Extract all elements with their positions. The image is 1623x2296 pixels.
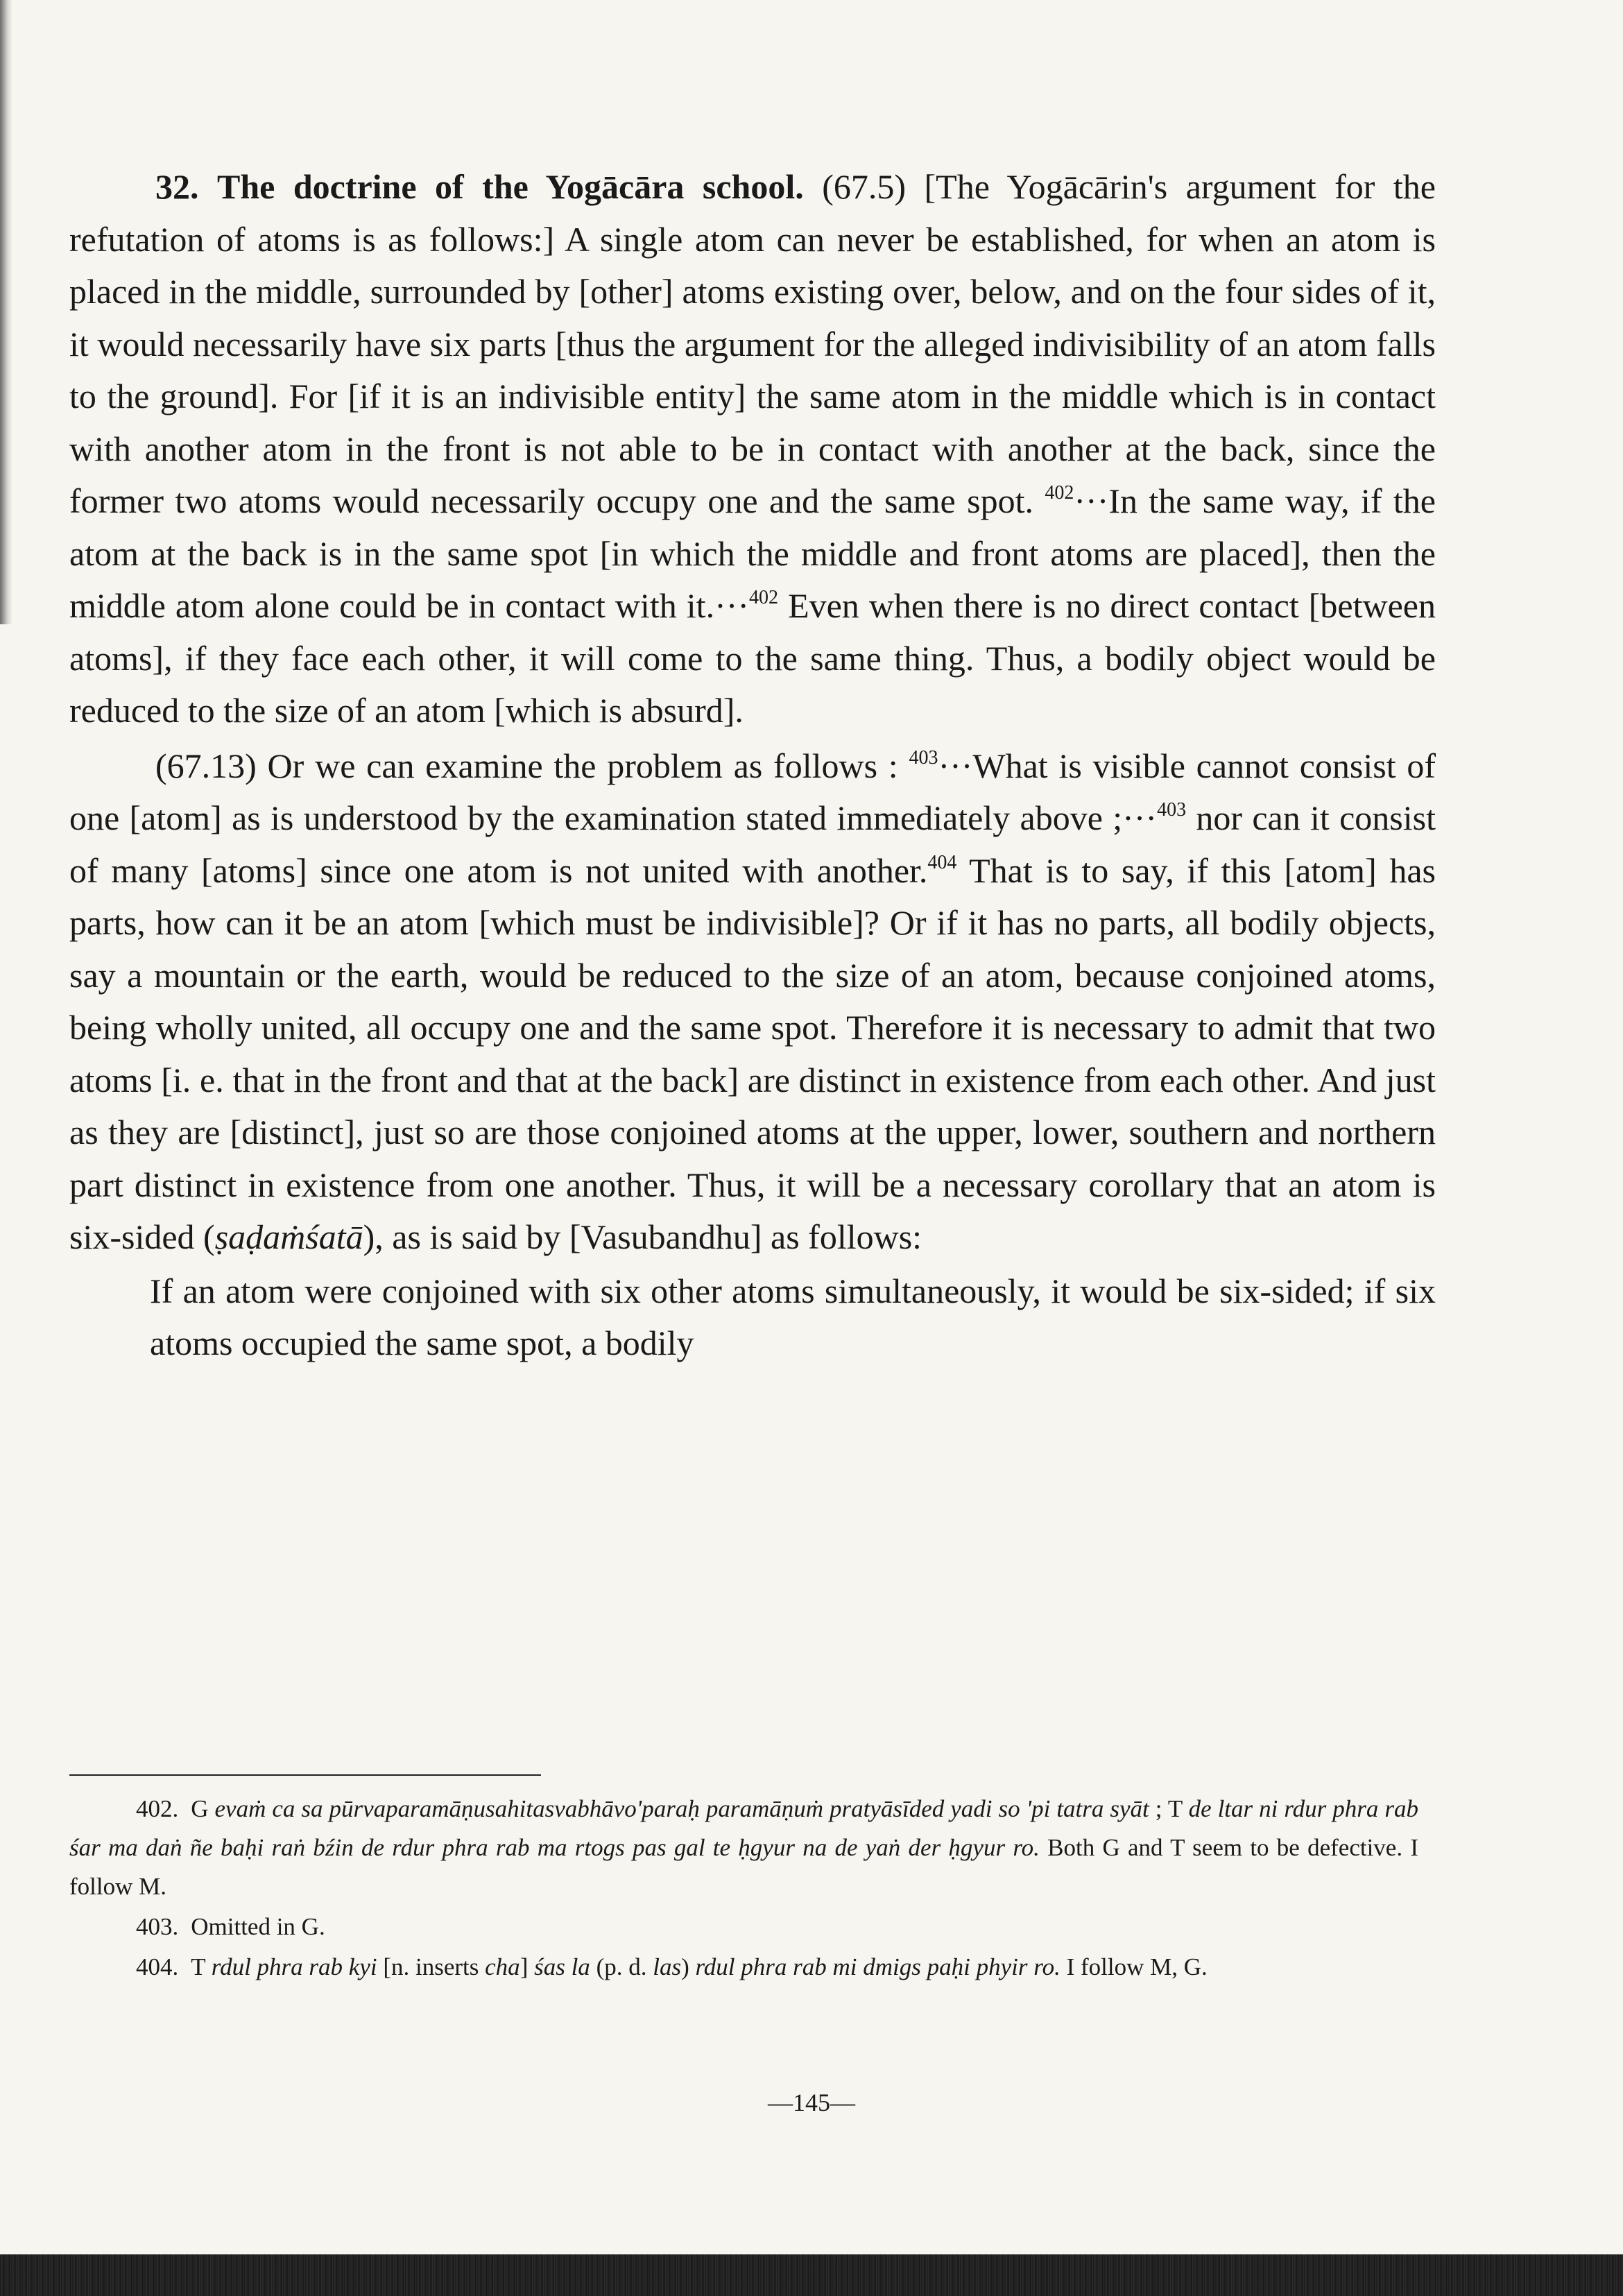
paragraph-2-text-e: ), as is said by [Vasubandhu] as follows: [363, 1217, 922, 1256]
paragraph-2-text-b: ···What is visible cannot consist of one [atom] as is understood by the examination stated immediately above ;··· [69, 746, 1436, 837]
sanskrit-term: ṣaḍaṁśatā [214, 1217, 363, 1256]
page-number: —145— [768, 2089, 855, 2116]
footnote-tibetan: de ltar ni rdur phra rab śar ma daṅ ñe baḥi raṅ bźin de rdur phra rab ma rtogs pas gal te ḥgyur na de yaṅ der ḥgyur ro. [69, 1795, 1418, 1861]
footnote-tibetan: las [653, 1953, 682, 1980]
footnote-sanskrit: evaṁ ca sa pūrvaparamāṇusahitasvabhāvo'paraḥ paramāṇuṁ pratyāsīded yadi so 'pi tatra syāt [214, 1795, 1149, 1822]
footnote-tibetan: rdul phra rab kyi [211, 1953, 377, 1980]
footnote-text: ) [681, 1953, 696, 1980]
section-number: 32. [155, 167, 199, 206]
paragraph-2 [69, 740, 1436, 1264]
paragraph-1-text-c: Even when there is no direct contact [between atoms], if they face each other, it will come to the same thing. Thus, a bodily object would be reduced to the size of an atom [which is absurd]. [69, 586, 1436, 730]
footnote-tibetan: cha [485, 1953, 520, 1980]
scan-edge-bottom [0, 2254, 1623, 2296]
footnote-tibetan: śas la [534, 1953, 590, 1980]
footnote-number: 403. [136, 1913, 179, 1940]
footnote-403 [69, 1908, 1418, 1946]
footnote-number: 404. [136, 1953, 179, 1980]
footnotes [69, 1790, 1418, 1988]
footnote-text: T [191, 1953, 212, 1980]
footnote-text: ; T [1149, 1795, 1189, 1822]
footnote-marker-402-close: 402 [749, 587, 779, 608]
footnote-marker-402-open: 402 [1045, 482, 1074, 504]
footnote-text: Omitted in G. [191, 1913, 325, 1940]
main-text [69, 161, 1436, 1370]
paragraph-1-text-a: [The Yogācārin's argument for the refutation of atoms is as follows:] A single atom can never be established, for when an atom is placed in the middle, surrounded by [other] atoms existing over, below, and on the four sides of it, it would necessarily have six parts [thus the argument for the alleged indivisibility of an atom falls to the ground]. For [if it is an indivisible entity] the same atom in the middle which is in contact with another atom in the front is not able to be in contact with another at the back, since the former two atoms would necessarily occupy one and the same spot. [69, 167, 1436, 520]
footnote-text: G [191, 1795, 215, 1822]
footnote-text: (p. d. [590, 1953, 653, 1980]
section-ref: (67.5) [822, 167, 907, 206]
paragraph-2-text-a: (67.13) Or we can examine the problem as follows : [155, 746, 909, 785]
footnote-text: [n. inserts [377, 1953, 486, 1980]
footnote-text: I follow M, G. [1060, 1953, 1208, 1980]
section-title: The doctrine of the Yogācāra school. [216, 167, 804, 206]
paragraph-1-text-b: ···In the same way, if the atom at the back is in the same spot [in which the middle and front atoms are placed], then the middle atom alone could be in contact with it.··· [69, 481, 1436, 625]
paragraph-2-text-d: That is to say, if this [atom] has parts, how can it be an atom [which must be indivisible]? Or if it has no parts, all bodily objects, say a mountain or the earth, would be reduced to the size of an atom, because conjoined atoms, being wholly united, all occupy one and the same spot. Therefore it is necessary to admit that two atoms [i. e. that in the front and that at the back] are distinct in existence from each other. And just as they are [distinct], just so are those conjoined atoms at the upper, lower, southern and northern part distinct in existence from one another. Thus, it will be a necessary corollary that an atom is six-sided ( [69, 850, 1436, 1256]
footnote-404 [69, 1948, 1418, 1987]
footnote-number: 402. [136, 1795, 179, 1822]
paragraph-1 [69, 161, 1436, 737]
footnote-402 [69, 1790, 1418, 1906]
scan-edge-shadow [0, 0, 12, 624]
footnote-divider [69, 1774, 541, 1776]
block-quote: If an atom were conjoined with six other atoms simultaneously, it would be six-sided; if six atoms occupied the same spot, a bodily [150, 1271, 1436, 1362]
footnote-marker-403-close: 403 [1157, 799, 1187, 821]
footnote-text: Both G and T seem to be defective. I follow M. [69, 1834, 1418, 1900]
footnote-marker-404: 404 [927, 851, 957, 873]
paragraph-2-text-c: nor can it consist of many [atoms] since one atom is not united with another. [69, 798, 1436, 890]
footnote-text: ] [519, 1953, 535, 1980]
footnote-tibetan: rdul phra rab mi dmigs paḥi phyir ro. [695, 1953, 1060, 1980]
footnote-marker-403-open: 403 [909, 746, 938, 769]
